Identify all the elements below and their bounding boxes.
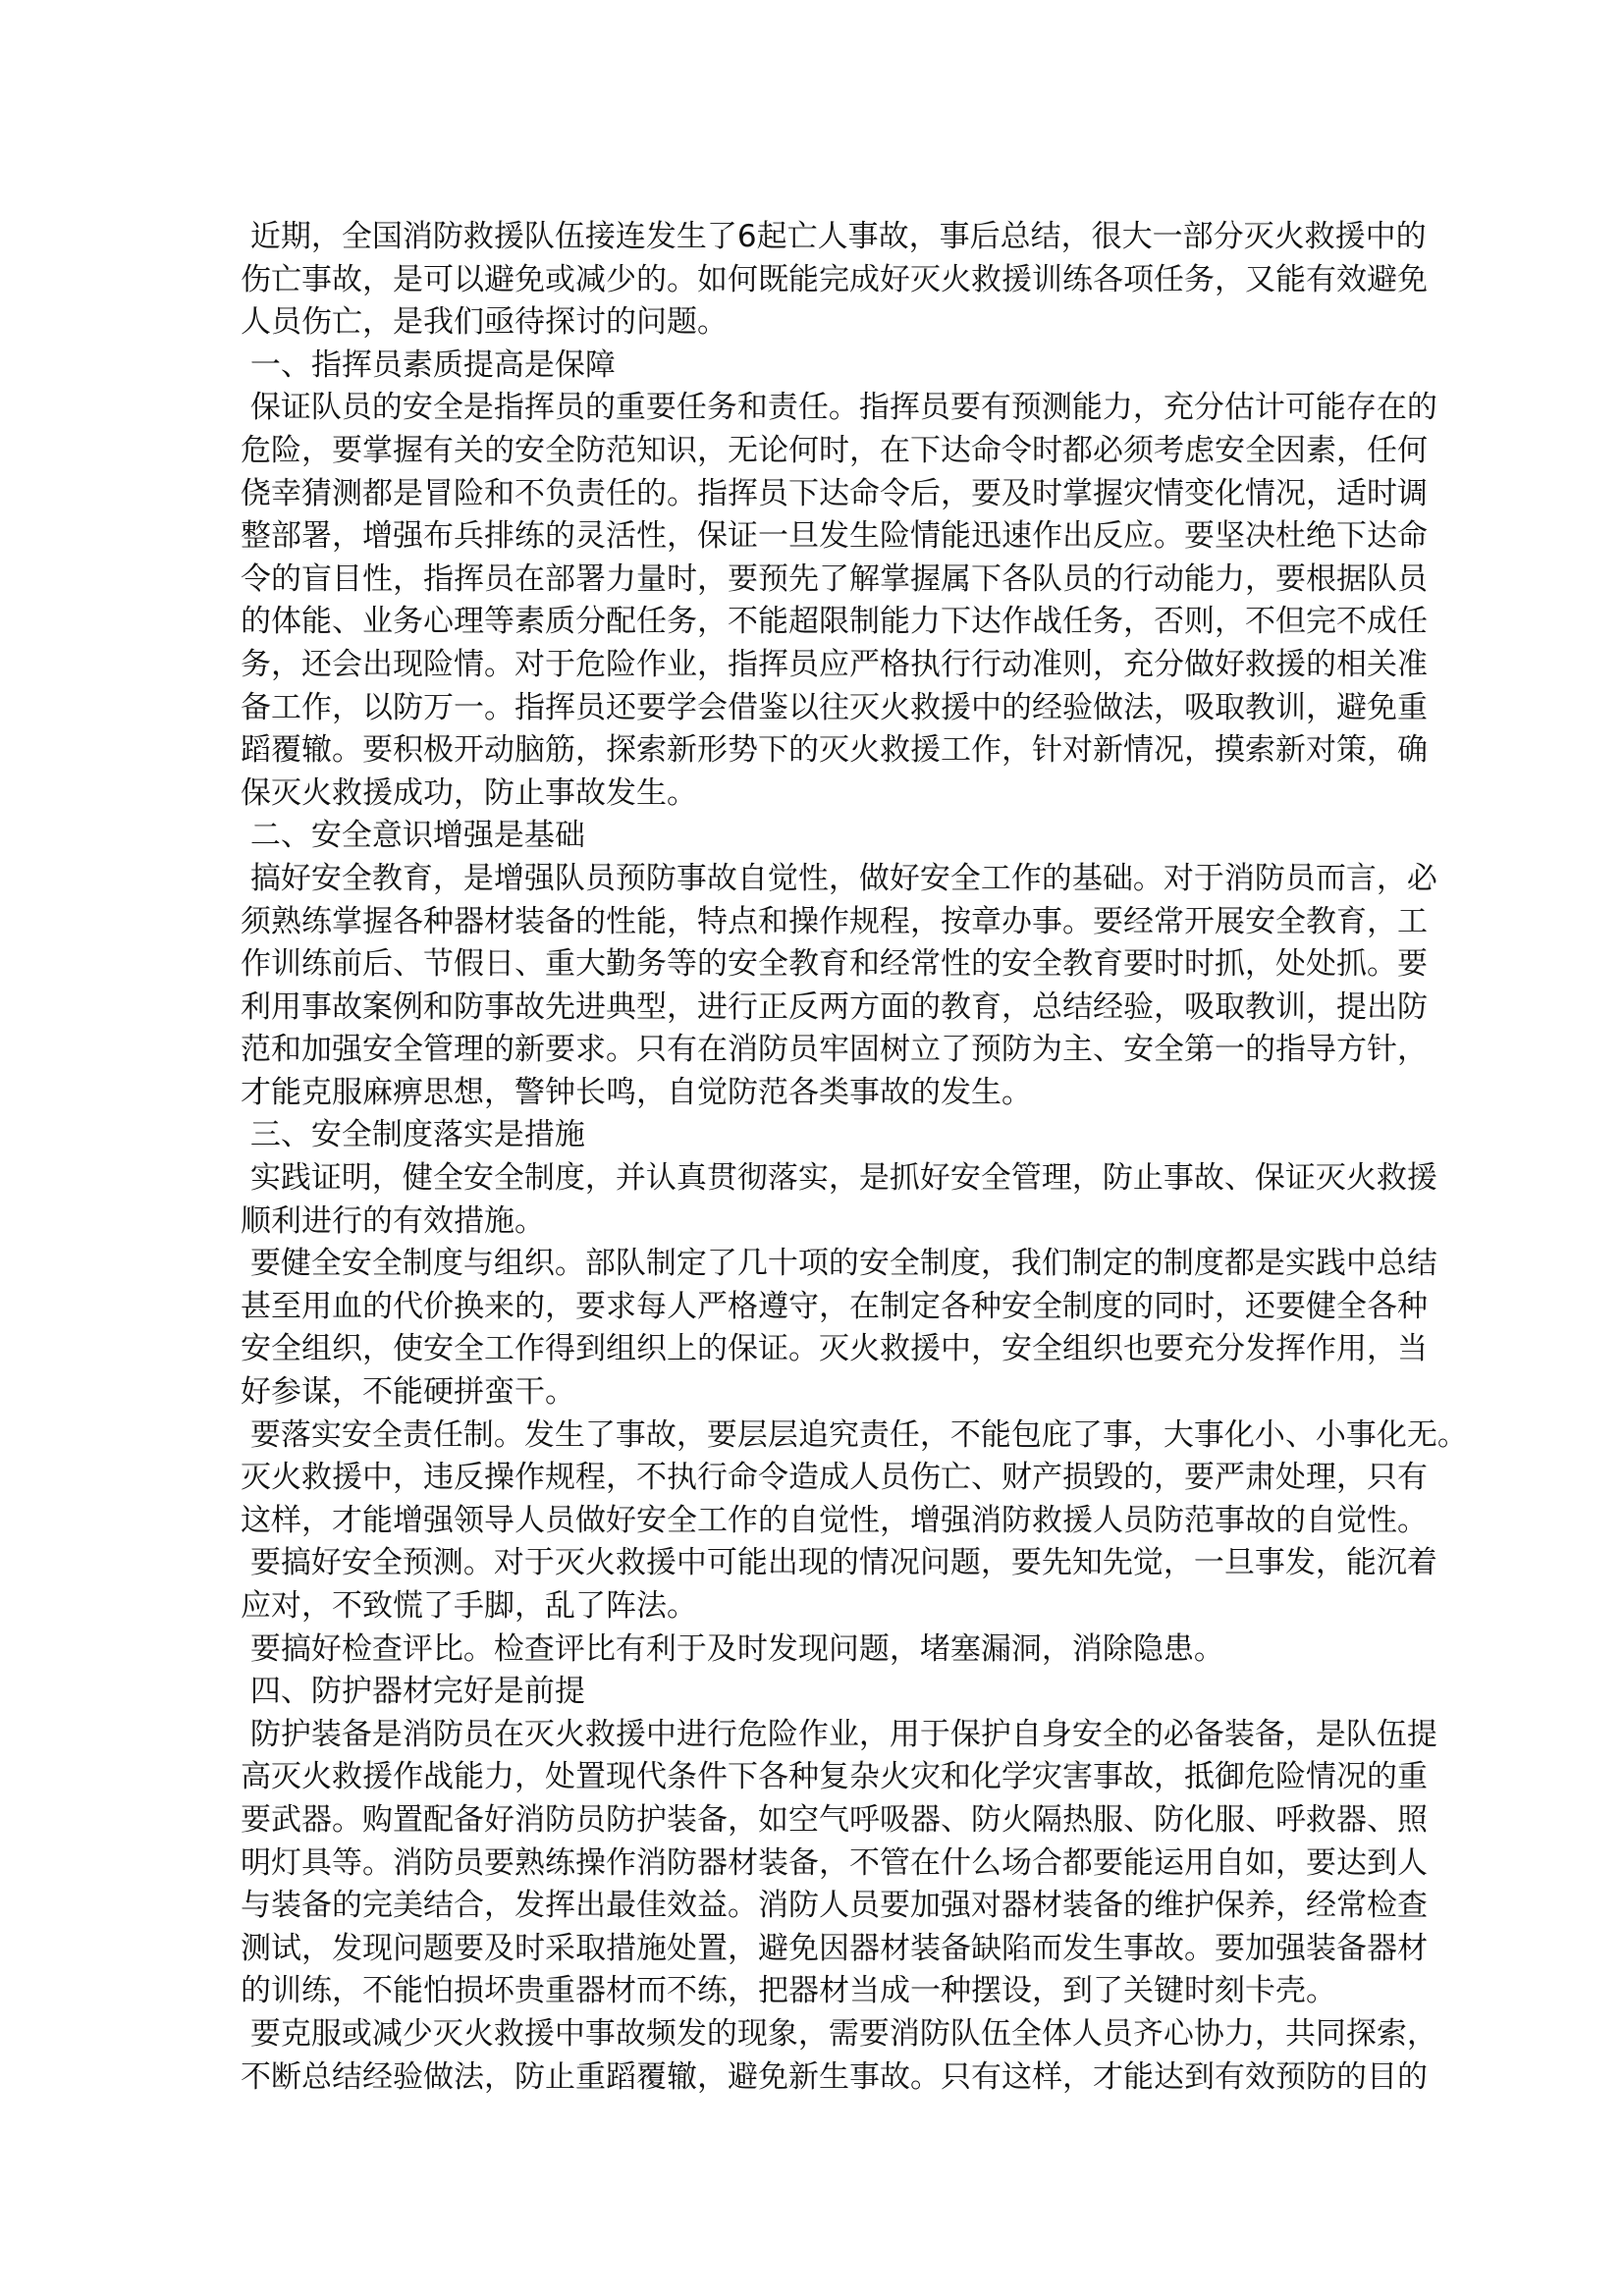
text-line: 要落实安全责任制。发生了事故，要层层追究责任，不能包庇了事，大事化小、小事化无。 [241, 1416, 1468, 1453]
text-line: 与装备的完美结合，发挥出最佳效益。消防人员要加强对器材装备的维护保养，经常检查 [241, 1888, 1428, 1924]
text-line: 好参谋，不能硬拼蛮干。 [241, 1374, 575, 1411]
text-line: 利用事故案例和防事故先进典型，进行正反两方面的教育，总结经验，吸取教训，提出防 [241, 988, 1428, 1025]
text-line: 要武器。购置配备好消防员防护装备，如空气呼吸器、防火隔热服、防化服、呼救器、照 [241, 1801, 1428, 1838]
text-line: 整部署，增强布兵排练的灵活性，保证一旦发生险情能迅速作出反应。要坚决杜绝下达命 [241, 518, 1428, 555]
text-line: 务，还会出现险情。对于危险作业，指挥员应严格执行行动准则，充分做好救援的相关准 [241, 646, 1428, 682]
text-line: 实践证明，健全安全制度，并认真贯彻落实，是抓好安全管理，防止事故、保证灭火救援 [241, 1160, 1437, 1197]
text-line: 蹈覆辙。要积极开动脑筋，探索新形势下的灭火救援工作，针对新情况，摸索新对策，确 [241, 732, 1428, 769]
text-line: 甚至用血的代价换来的，要求每人严格遵守，在制定各种安全制度的同时，还要健全各种 [241, 1288, 1428, 1324]
text-line: 作训练前后、节假日、重大勤务等的安全教育和经常性的安全教育要时时抓，处处抓。要 [241, 946, 1428, 983]
text-line: 范和加强安全管理的新要求。只有在消防员牢固树立了预防为主、安全第一的指导方针， [241, 1032, 1428, 1068]
text-line: 伤亡事故，是可以避免或减少的。如何既能完成好灭火救援训练各项任务，又能有效避免 [241, 261, 1428, 297]
text-line: 灭火救援中，违反操作规程，不执行命令造成人员伤亡、财产损毁的，要严肃处理，只有 [241, 1460, 1428, 1496]
text-line: 保灭火救援成功，防止事故发生。 [241, 774, 697, 811]
text-line: 二、安全意识增强是基础 [241, 818, 585, 854]
text-line: 顺利进行的有效措施。 [241, 1202, 545, 1239]
text-line: 明灯具等。消防员要熟练操作消防器材装备，不管在什么场合都要能运用自如，要达到人 [241, 1844, 1428, 1881]
text-line: 危险，要掌握有关的安全防范知识，无论何时，在下达命令时都必须考虑安全因素，任何 [241, 432, 1428, 468]
text-line: 测试，发现问题要及时采取措施处置，避免因器材装备缺陷而发生事故。要加强装备器材 [241, 1930, 1428, 1966]
text-line: 不断总结经验做法，防止重蹈覆辙，避免新生事故。只有这样，才能达到有效预防的目的 [241, 2058, 1428, 2095]
text-line: 保证队员的安全是指挥员的重要任务和责任。指挥员要有预测能力，充分估计可能存在的 [241, 390, 1437, 426]
text-line: 侥幸猜测都是冒险和不负责任的。指挥员下达命令后，要及时掌握灾情变化情况，适时调 [241, 475, 1428, 511]
text-line: 要搞好检查评比。检查评比有利于及时发现问题，堵塞漏洞，消除隐患。 [241, 1630, 1224, 1667]
text-line: 的训练，不能怕损坏贵重器材而不练，把器材当成一种摆设，到了关键时刻卡壳。 [241, 1973, 1336, 2009]
text-line: 的体能、业务心理等素质分配任务，不能超限制能力下达作战任务，否则，不但完不成任 [241, 604, 1428, 640]
text-line: 令的盲目性，指挥员在部署力量时，要预先了解掌握属下各队员的行动能力，要根据队员 [241, 561, 1428, 597]
text-line: 高灭火救援作战能力，处置现代条件下各种复杂火灾和化学灾害事故，抵御危险情况的重 [241, 1759, 1428, 1795]
text-line: 防护装备是消防员在灭火救援中进行危险作业，用于保护自身安全的必备装备，是队伍提 [241, 1716, 1437, 1752]
text-line: 备工作，以防万一。指挥员还要学会借鉴以往灭火救援中的经验做法，吸取教训，避免重 [241, 689, 1428, 725]
text-line: 要搞好安全预测。对于灭火救援中可能出现的情况问题，要先知先觉，一旦事发，能沉着 [241, 1545, 1437, 1581]
text-line: 这样，才能增强领导人员做好安全工作的自觉性，增强消防救援人员防范事故的自觉性。 [241, 1502, 1428, 1538]
text-line: 三、安全制度落实是措施 [241, 1117, 585, 1153]
text-line: 一、指挥员素质提高是保障 [241, 347, 616, 383]
text-line: 搞好安全教育，是增强队员预防事故自觉性，做好安全工作的基础。对于消防员而言，必 [241, 860, 1437, 896]
text-line: 要克服或减少灭火救援中事故频发的现象，需要消防队伍全体人员齐心协力，共同探索， [241, 2015, 1437, 2052]
text-line: 才能克服麻痹思想，警钟长鸣，自觉防范各类事故的发生。 [241, 1074, 1032, 1110]
text-line: 四、防护器材完好是前提 [241, 1674, 585, 1710]
text-line: 应对，不致慌了手脚，乱了阵法。 [241, 1588, 697, 1624]
text-line: 近期，全国消防救援队伍接连发生了6起亡人事故，事后总结，很大一部分灭火救援中的 [241, 219, 1427, 254]
text-line: 安全组织，使安全工作得到组织上的保证。灭火救援中，安全组织也要充分发挥作用，当 [241, 1331, 1428, 1367]
text-line: 须熟练掌握各种器材装备的性能，特点和操作规程，按章办事。要经常开展安全教育，工 [241, 903, 1428, 939]
text-line: 人员伤亡，是我们亟待探讨的问题。 [241, 304, 728, 341]
text-line: 要健全安全制度与组织。部队制定了几十项的安全制度，我们制定的制度都是实践中总结 [241, 1246, 1437, 1282]
document-body [241, 216, 1468, 2099]
